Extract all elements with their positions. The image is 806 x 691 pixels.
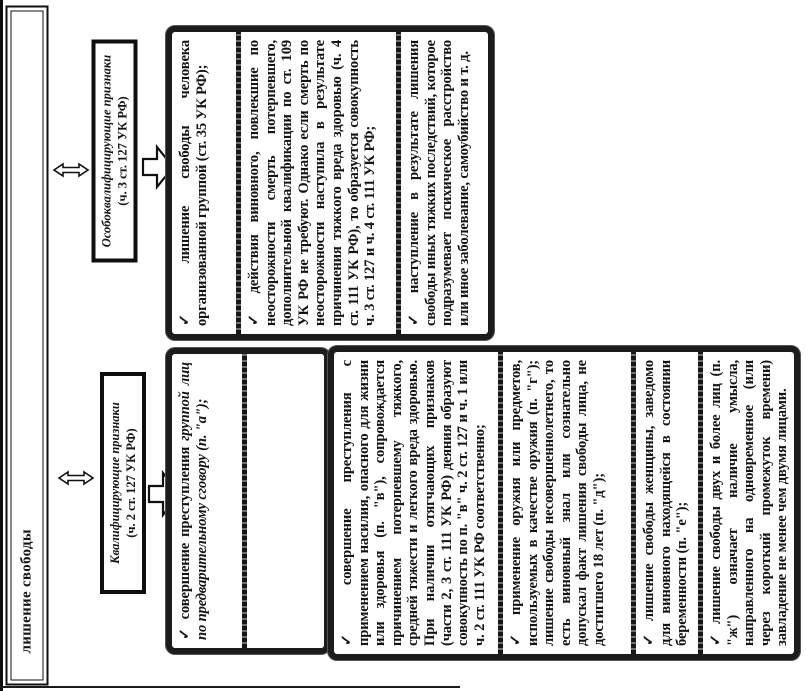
title-bar	[6, 6, 49, 686]
section-pregnant-woman	[636, 352, 698, 654]
section-weapon-and-minor	[503, 352, 631, 654]
title-bar-inner-border	[11, 11, 44, 681]
content-box-special-qualifying	[166, 26, 494, 340]
section-two-or-more-persons	[703, 352, 794, 654]
header-title: Особоквалифицирующие признаки	[99, 54, 113, 248]
empty-section	[247, 354, 324, 648]
header-title: Квалифицирующие признаки	[107, 402, 122, 564]
section-text: ✓ лишение свободы женщины, заведомо для виновного находящейся в состоянии беременности (п. "е");	[641, 360, 691, 646]
section-organized-group	[172, 32, 236, 334]
section-text: ✓ действия виновного, повлекшие по неосторожности смерть потерпевшего, дополнительной квалификации по ст. 109 УК РФ не требуют. Однако если смерть по неосторожности наступила в результате причинения тяжкого вреда здоровью (ч. 4 ст. 111 УК РФ), то образуется совокупность ч. 3 ст. 127 и ч. 4 ст. 111 УК РФ;	[246, 40, 379, 326]
section-text-regular: ✓ совершение преступления	[177, 440, 193, 640]
scan-edge-left	[0, 0, 3, 691]
double-arrow-icon	[52, 161, 90, 179]
section-grave-consequences	[401, 32, 488, 334]
header-subtitle: (ч. 2 ст. 127 УК РФ)	[123, 428, 138, 538]
section-negligent-death	[241, 32, 396, 334]
section-violence	[334, 352, 498, 654]
scan-edge-bottom	[0, 686, 460, 688]
header-subtitle: (ч. 3 ст. 127 УК РФ)	[115, 96, 129, 206]
header-box-special-qualifying	[92, 40, 138, 263]
header-box-qualifying	[100, 372, 146, 594]
content-box-qualifying-a	[166, 348, 330, 654]
section-text-italic: группой лиц по предварительному сговору (п. "а");	[177, 362, 210, 640]
section-text: ✓ лишение свободы человека организованной группой (ст. 35 УК РФ);	[177, 40, 210, 326]
section-text	[177, 362, 210, 640]
content-box-qualifying-b	[328, 346, 800, 660]
page-title: лишение свободы	[18, 529, 35, 654]
section-group-conspiracy	[172, 354, 242, 648]
section-text: ✓ совершение преступления с применением насилия, опасного для жизни или здоровья (п. "в"), сопровождается причинением потерпевшему тяжкого, средней тяжести и легкого вреда здоровью. При наличии отягчающих признаков (части 2, 3 ст. 111 УК РФ) деяния образуют совокупность по п. "в" ч. 2 ст. 127 и ч. 1 или ч. 2 ст. 111 УК РФ соответственно;	[339, 360, 488, 646]
section-text: ✓ лишение свободы двух и более лиц (п. "ж") означает наличие умысла, направленного на одновременное (или через короткий промежуток времени) завладение не менее чем двумя лицами.	[708, 360, 791, 646]
double-arrow-icon	[57, 469, 95, 487]
section-text: ✓ наступление в результате лишения свободы иных тяжких последствий, которое подразумевает психическое расстройство или иное заболевание, самоубийство и т. д.	[406, 40, 472, 326]
section-text: ✓ применение оружия или предметов, используемых в качестве оружия (п. "г"); лишение свободы несовершеннолетнего, то есть виновный знал или сознательно допускал факт лишения свободы лица, не достигшего 18 лет (п. "д");	[508, 360, 607, 646]
